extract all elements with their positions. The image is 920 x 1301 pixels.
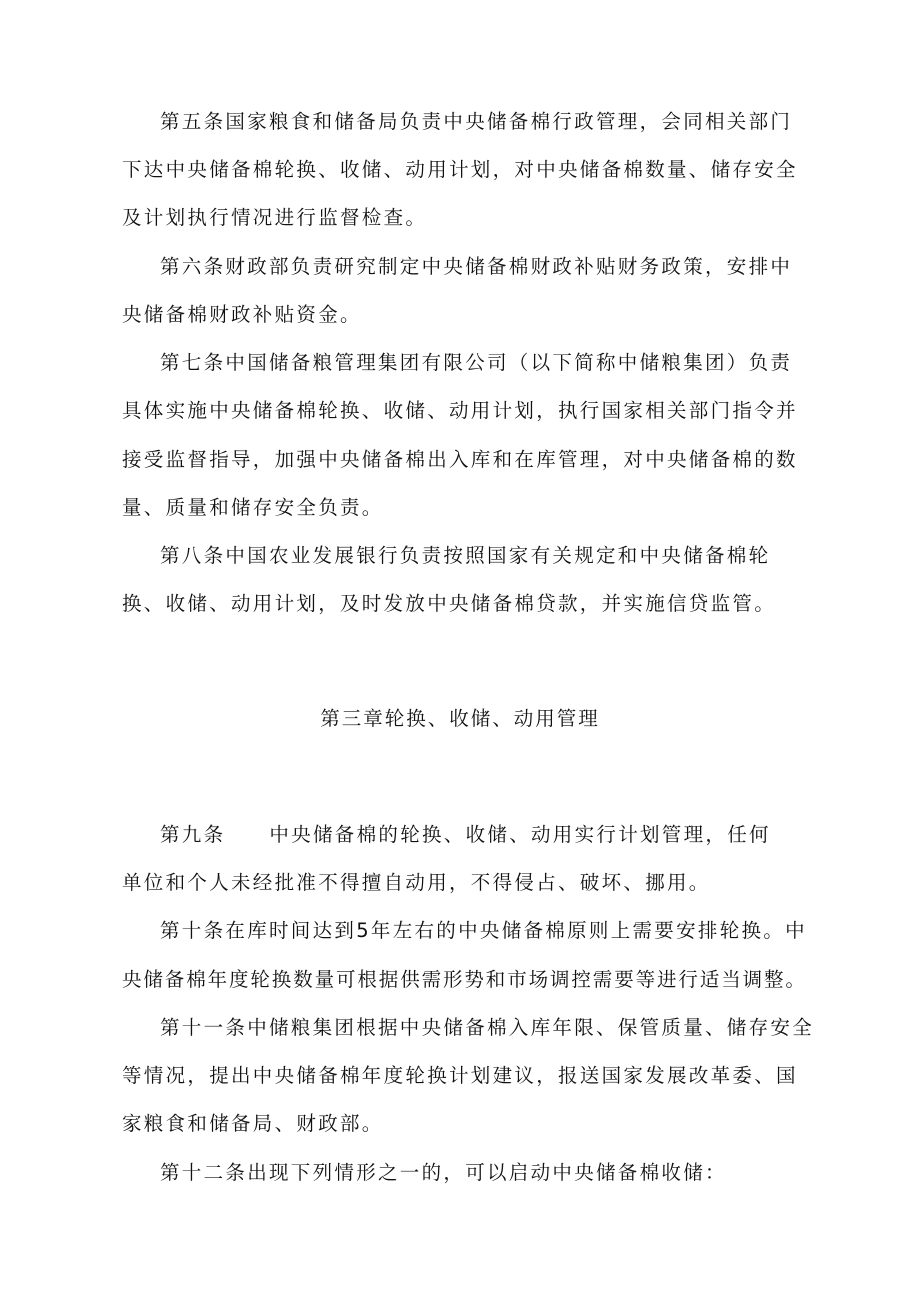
- article-8-line-2: 换、收储、动用计划，及时发放中央储备棉贷款，并实施信贷监管。: [122, 592, 777, 615]
- article-6-line-1: 第六条财政部负责研究制定中央储备棉财政补贴财务政策，安排中: [160, 255, 793, 278]
- article-11-line-2: 等情况，提出中央储备棉年度轮换计划建议，报送国家发展改革委、国: [122, 1064, 798, 1087]
- article-12-line-1: 第十二条出现下列情形之一的，可以启动中央储备棉收储：: [160, 1161, 727, 1184]
- article-8-line-1: 第八条中国农业发展银行负责按照国家有关规定和中央储备棉轮: [160, 544, 771, 567]
- article-7-line-3: 接受监督指导，加强中央储备棉出入库和在库管理，对中央储备棉的数: [122, 448, 798, 471]
- article-11-line-1: 第十一条中储粮集团根据中央储备棉入库年限、保管质量、储存安全: [160, 1016, 815, 1039]
- article-7-line-1: 第七条中国储备粮管理集团有限公司（以下简称中储粮集团）负责: [160, 351, 793, 374]
- article-9-label: 第九条: [160, 823, 226, 846]
- article-11-line-3: 家粮食和储备局、财政部。: [122, 1112, 384, 1135]
- article-5-line-2: 下达中央储备棉轮换、收储、动用计划，对中央储备棉数量、储存安全: [122, 158, 798, 181]
- chapter-heading: 第三章轮换、收储、动用管理: [320, 707, 600, 730]
- article-5-line-3: 及计划执行情况进行监督检查。: [122, 206, 428, 229]
- article-7-line-4: 量、质量和储存安全负责。: [122, 496, 384, 519]
- article-9-line-1-text: 中央储备棉的轮换、收储、动用实行计划管理，任何: [269, 823, 771, 846]
- article-10-line-2: 央储备棉年度轮换数量可根据供需形势和市场调控需要等进行适当调整。: [122, 968, 807, 991]
- article-5-line-1: 第五条国家粮食和储备局负责中央储备棉行政管理，会同相关部门: [160, 110, 793, 133]
- article-10-line-1: 第十条在库时间达到5年左右的中央储备棉原则上需要安排轮换。中: [160, 919, 807, 942]
- article-7-line-2: 具体实施中央储备棉轮换、收储、动用计划，执行国家相关部门指令并: [122, 399, 798, 422]
- article-9-line-1: [160, 822, 771, 848]
- article-6-line-2: 央储备棉财政补贴资金。: [122, 303, 362, 326]
- article-9-line-2: 单位和个人未经批准不得擅自动用，不得侵占、破坏、挪用。: [122, 871, 711, 894]
